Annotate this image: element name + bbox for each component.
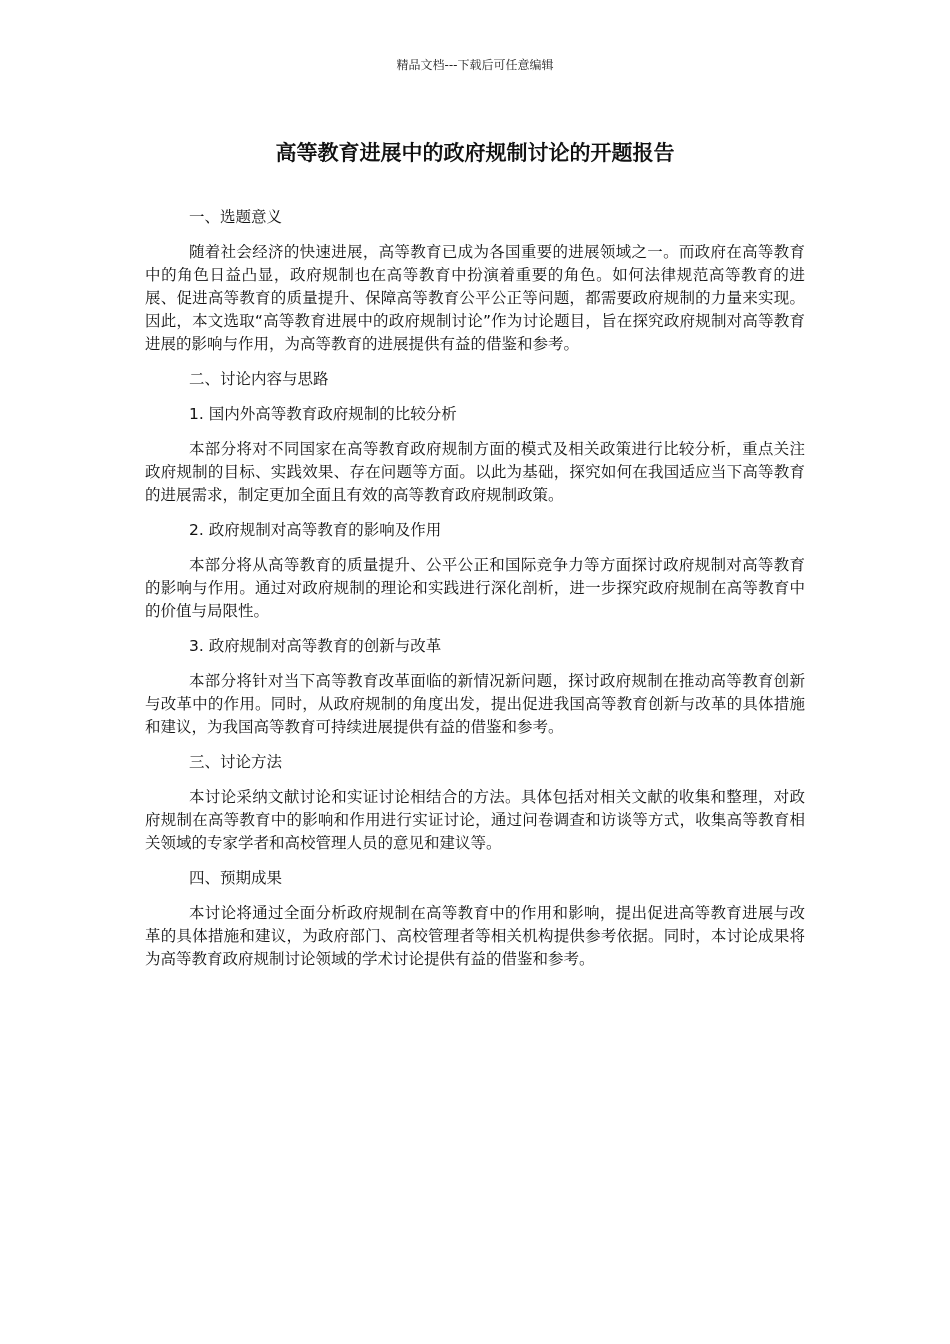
subsection-heading: 1. 国内外高等教育政府规制的比较分析: [189, 405, 457, 423]
section-paragraph: 本讨论采纳文献讨论和实证讨论相结合的方法。具体包括对相关文献的收集和整理，对政府规制在高等教育中的影响和作用进行实证讨论，通过问卷调查和访谈等方式，收集高等教育相关领域的专家学者和高校管理人员的意见和建议等。: [145, 788, 805, 852]
subsection-impact-and-role: [145, 519, 805, 623]
subsection-comparative-analysis: [145, 403, 805, 507]
section-heading: 四、预期成果: [189, 869, 283, 887]
page-header: 精品文档---下载后可任意编辑: [396, 58, 554, 72]
section-heading: 三、讨论方法: [189, 753, 283, 771]
section-paragraph: 本讨论将通过全面分析政府规制在高等教育中的作用和影响，提出促进高等教育进展与改革的具体措施和建议，为政府部门、高校管理者等相关机构提供参考依据。同时，本讨论成果将为高等教育政府规制讨论领域的学术讨论提供有益的借鉴和参考。: [145, 904, 805, 968]
section-expected-results: [145, 867, 805, 971]
subsection-paragraph: 本部分将对不同国家在高等教育政府规制方面的模式及相关政策进行比较分析，重点关注政府规制的目标、实践效果、存在问题等方面。以此为基础，探究如何在我国适应当下高等教育的进展需求，制定更加全面且有效的高等教育政府规制政策。: [145, 440, 805, 504]
subsection-heading: 3. 政府规制对高等教育的创新与改革: [189, 637, 442, 655]
subsection-paragraph: 本部分将从高等教育的质量提升、公平公正和国际竞争力等方面探讨政府规制对高等教育的影响与作用。通过对政府规制的理论和实践进行深化剖析，进一步探究政府规制在高等教育中的价值与局限性。: [145, 556, 805, 620]
section-heading: 二、讨论内容与思路: [189, 370, 329, 388]
section-methods: [145, 751, 805, 855]
document-body: [145, 206, 805, 983]
section-heading: 一、选题意义: [189, 208, 283, 226]
subsection-paragraph: 本部分将针对当下高等教育改革面临的新情况新问题，探讨政府规制在推动高等教育创新与改革中的作用。同时，从政府规制的角度出发，提出促进我国高等教育创新与改革的具体措施和建议，为我国高等教育可持续进展提供有益的借鉴和参考。: [145, 672, 805, 736]
document-title: 高等教育进展中的政府规制讨论的开题报告: [275, 141, 675, 165]
section-significance: [145, 206, 805, 356]
subsection-heading: 2. 政府规制对高等教育的影响及作用: [189, 521, 442, 539]
subsection-innovation-and-reform: [145, 635, 805, 739]
section-paragraph: 随着社会经济的快速进展，高等教育已成为各国重要的进展领域之一。而政府在高等教育中的角色日益凸显，政府规制也在高等教育中扮演着重要的角色。如何法律规范高等教育的进展、促进高等教育的质量提升、保障高等教育公平公正等问题，都需要政府规制的力量来实现。因此，本文选取“高等教育进展中的政府规制讨论”作为讨论题目，旨在探究政府规制对高等教育进展的影响与作用，为高等教育的进展提供有益的借鉴和参考。: [145, 243, 805, 353]
section-content-and-approach: [145, 368, 805, 390]
